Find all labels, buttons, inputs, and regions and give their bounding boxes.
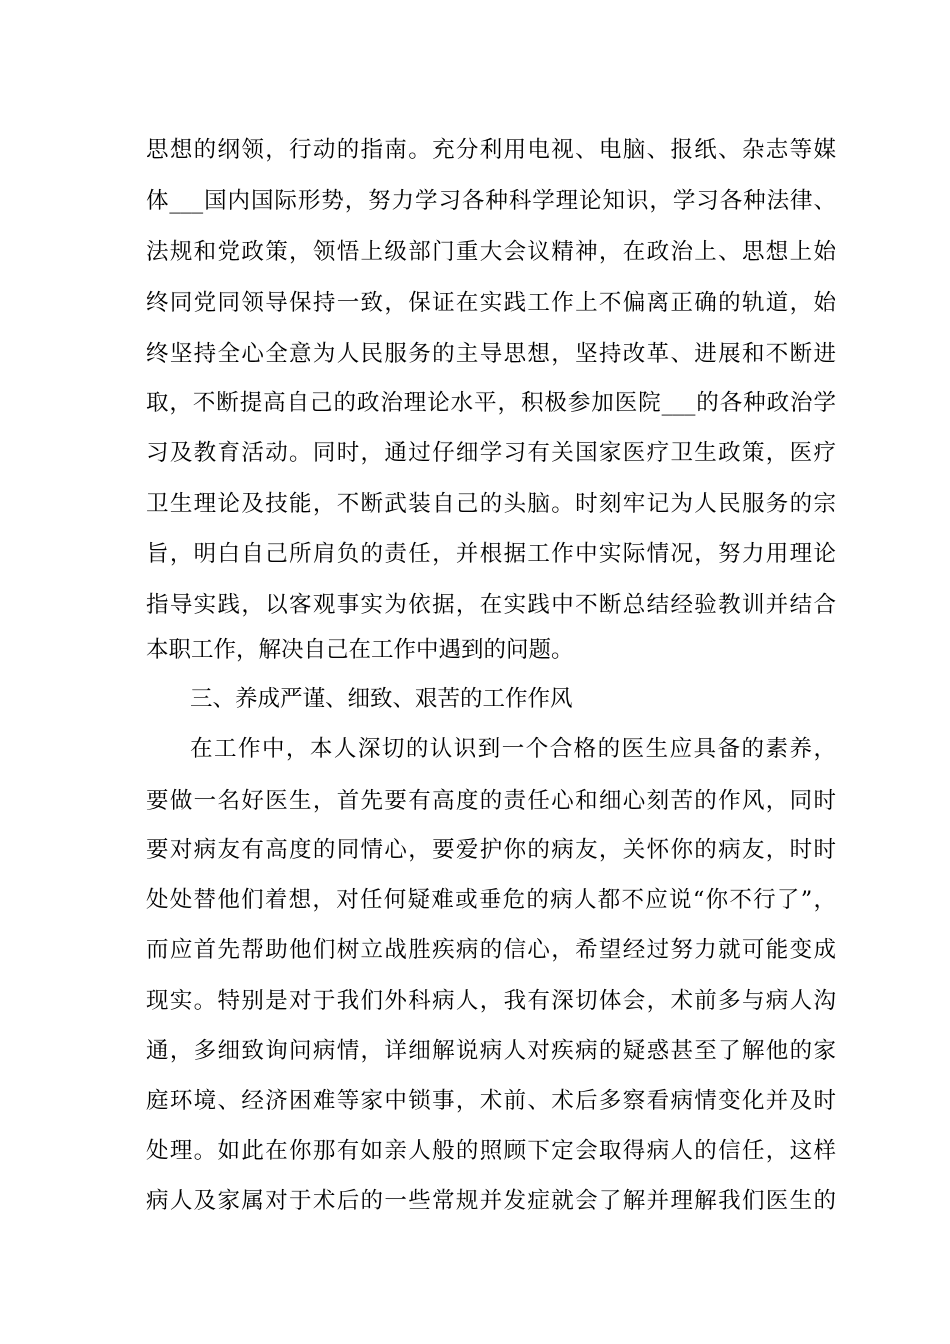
text-line: 处处替他们着想，对任何疑难或垂危的病人都不应说“你不行了”， [146, 887, 836, 913]
text-line: 庭环境、经济困难等家中锁事，术前、术后多察看病情变化并及时 [146, 1088, 836, 1114]
text-line: 终坚持全心全意为人民服务的主导思想，坚持改革、进展和不断进 [146, 341, 836, 367]
text-line: 思想的纲领，行动的指南。充分利用电视、电脑、报纸、杂志等媒 [146, 137, 836, 163]
text-line: 病人及家属对于术后的一些常规并发症就会了解并理解我们医生的 [146, 1188, 836, 1214]
text-line: 本职工作，解决自己在工作中遇到的问题。 [146, 637, 574, 663]
text-line: 体___国内国际形势，努力学习各种科学理论知识，学习各种法律、 [146, 188, 836, 214]
text-line: 处理。如此在你那有如亲人般的照顾下定会取得病人的信任，这样 [146, 1138, 836, 1164]
paragraph-first-line: 在工作中，本人深切的认识到一个合格的医生应具备的素养， [190, 736, 836, 762]
text-line: 通，多细致询问病情，详细解说病人对疾病的疑惑甚至了解他的家 [146, 1038, 836, 1064]
text-line: 取，不断提高自己的政治理论水平，积极参加医院___的各种政治学 [146, 390, 836, 416]
text-line: 要对病友有高度的同情心，要爱护你的病友，关怀你的病友，时时 [146, 837, 836, 863]
text-line: 旨，明白自己所肩负的责任，并根据工作中实际情况，努力用理论 [146, 541, 836, 567]
text-line: 终同党同领导保持一致，保证在实践工作上不偏离正确的轨道，始 [146, 290, 836, 316]
text-line: 现实。特别是对于我们外科病人，我有深切体会，术前多与病人沟 [146, 988, 836, 1014]
text-line: 习及教育活动。同时，通过仔细学习有关国家医疗卫生政策，医疗 [146, 440, 836, 466]
text-line: 而应首先帮助他们树立战胜疾病的信心，希望经过努力就可能变成 [146, 937, 836, 963]
section-heading: 三、养成严谨、细致、艰苦的工作作风 [190, 686, 573, 712]
text-line: 指导实践，以客观事实为依据，在实践中不断总结经验教训并结合 [146, 592, 836, 618]
text-line: 要做一名好医生，首先要有高度的责任心和细心刻苦的作风，同时 [146, 788, 836, 814]
text-line: 卫生理论及技能，不断武装自己的头脑。时刻牢记为人民服务的宗 [146, 491, 836, 517]
text-line: 法规和党政策，领悟上级部门重大会议精神，在政治上、思想上始 [146, 239, 836, 265]
